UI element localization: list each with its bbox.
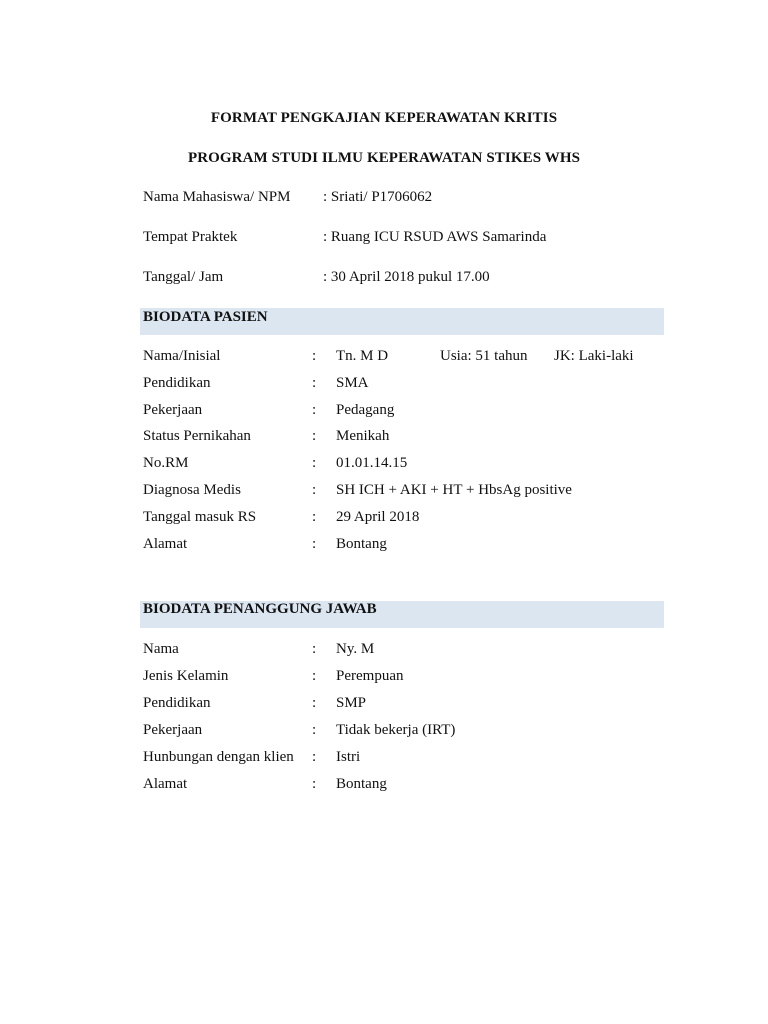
field-value: Menikah xyxy=(336,428,390,444)
field-label: No.RM xyxy=(143,455,189,471)
penanggung-row-pekerjaan xyxy=(143,722,663,742)
document-title: FORMAT PENGKAJIAN KEPERAWATAN KRITIS xyxy=(210,110,558,126)
document-subtitle: PROGRAM STUDI ILMU KEPERAWATAN STIKES WHS xyxy=(187,150,581,166)
field-value: Tn. M D xyxy=(336,348,389,364)
field-colon: : xyxy=(312,536,317,552)
field-colon: : xyxy=(312,375,317,391)
info-value: : Ruang ICU RSUD AWS Samarinda xyxy=(323,229,547,245)
field-label: Pekerjaan xyxy=(143,402,203,418)
field-label: Nama/Inisial xyxy=(143,348,221,364)
penanggung-row-hubungan xyxy=(143,749,663,769)
penanggung-row-nama xyxy=(143,641,663,661)
info-value: : 30 April 2018 pukul 17.00 xyxy=(323,269,490,285)
pasien-row-alamat xyxy=(143,536,663,556)
field-colon: : xyxy=(312,776,317,792)
field-label: Pendidikan xyxy=(143,375,211,391)
jk-value: JK: Laki-laki xyxy=(554,348,634,364)
field-value: Istri xyxy=(336,749,361,765)
section-header-pasien xyxy=(140,308,664,335)
section-title: BIODATA PENANGGUNG JAWAB xyxy=(143,601,377,617)
field-value: SMP xyxy=(336,695,367,711)
pasien-row-nama xyxy=(143,348,663,368)
field-label: Alamat xyxy=(143,776,188,792)
field-colon: : xyxy=(312,482,317,498)
field-value: 29 April 2018 xyxy=(336,509,420,525)
penanggung-row-alamat xyxy=(143,776,663,796)
penanggung-row-jenis-kelamin xyxy=(143,668,663,688)
info-label: Tempat Praktek xyxy=(143,229,238,245)
field-value: Ny. M xyxy=(336,641,375,657)
field-label: Diagnosa Medis xyxy=(143,482,241,498)
usia-value: Usia: 51 tahun xyxy=(440,348,528,364)
field-label: Status Pernikahan xyxy=(143,428,251,444)
field-colon: : xyxy=(312,509,317,525)
pasien-row-status xyxy=(143,428,663,448)
field-label: Hunbungan dengan klien xyxy=(143,749,294,765)
field-label: Jenis Kelamin xyxy=(143,668,229,684)
pasien-row-pendidikan xyxy=(143,375,663,395)
pasien-row-pekerjaan xyxy=(143,402,663,422)
field-label: Nama xyxy=(143,641,179,657)
info-value: : Sriati/ P1706062 xyxy=(323,189,433,205)
field-value: Perempuan xyxy=(336,668,404,684)
field-value: Bontang xyxy=(336,536,387,552)
field-label: Alamat xyxy=(143,536,188,552)
field-colon: : xyxy=(312,695,317,711)
field-value: SH ICH + AKI + HT + HbsAg positive xyxy=(336,482,572,498)
field-value: Tidak bekerja (IRT) xyxy=(336,722,456,738)
field-label: Tanggal masuk RS xyxy=(143,509,257,525)
field-value: Pedagang xyxy=(336,402,395,418)
penanggung-row-pendidikan xyxy=(143,695,663,715)
field-colon: : xyxy=(312,722,317,738)
pasien-row-diagnosa xyxy=(143,482,663,502)
pasien-row-norm xyxy=(143,455,663,475)
field-colon: : xyxy=(312,668,317,684)
field-colon: : xyxy=(312,428,317,444)
info-label: Tanggal/ Jam xyxy=(143,269,224,285)
section-title: BIODATA PASIEN xyxy=(143,309,268,325)
field-colon: : xyxy=(312,749,317,765)
section-header-penanggung xyxy=(140,601,664,628)
field-colon: : xyxy=(312,402,317,418)
field-value: Bontang xyxy=(336,776,387,792)
info-label: Nama Mahasiswa/ NPM xyxy=(143,189,291,205)
field-label: Pendidikan xyxy=(143,695,211,711)
field-colon: : xyxy=(312,641,317,657)
field-colon: : xyxy=(312,455,317,471)
pasien-row-tanggal-masuk xyxy=(143,509,663,529)
field-colon: : xyxy=(312,348,317,364)
field-label: Pekerjaan xyxy=(143,722,203,738)
field-value: SMA xyxy=(336,375,369,391)
field-value: 01.01.14.15 xyxy=(336,455,408,471)
